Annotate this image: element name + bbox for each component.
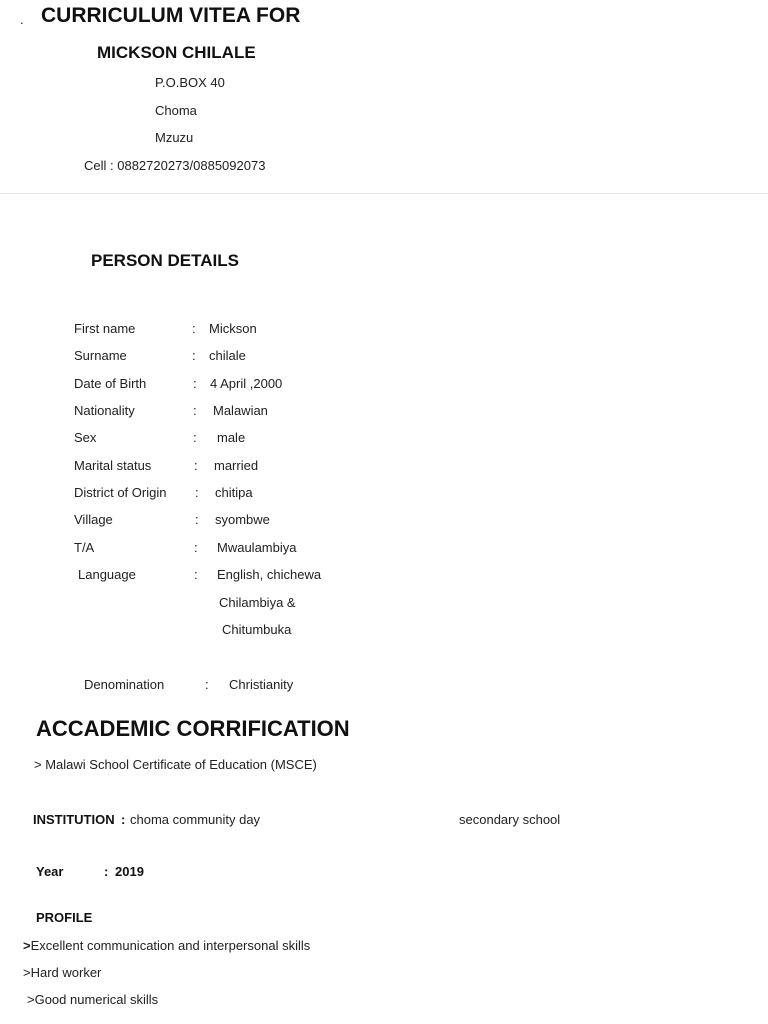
row-value-first-name: Mickson bbox=[209, 321, 257, 336]
profile-item-marker: > bbox=[27, 992, 35, 1007]
institution-value: choma community day bbox=[130, 812, 261, 827]
profile-item-marker: > bbox=[23, 938, 31, 953]
page-divider bbox=[0, 193, 768, 194]
row-separator: : bbox=[195, 512, 199, 527]
row-value-language: English, chichewa bbox=[217, 567, 322, 582]
profile-heading: PROFILE bbox=[36, 910, 93, 925]
row-separator: : bbox=[205, 677, 209, 692]
row-separator: : bbox=[194, 458, 198, 473]
candidate-name: MICKSON CHILALE bbox=[97, 43, 256, 62]
row-label-ta: T/A bbox=[74, 540, 95, 555]
row-value-date-of-birth: 4 April ,2000 bbox=[210, 376, 283, 391]
row-label-language: Language bbox=[78, 567, 136, 582]
profile-item bbox=[27, 993, 158, 1006]
row-value-surname: chilale bbox=[209, 348, 246, 363]
institution-separator: : bbox=[121, 812, 126, 827]
institution-value-cont: secondary school bbox=[459, 812, 561, 827]
row-separator: : bbox=[194, 540, 198, 555]
row-separator: : bbox=[195, 485, 199, 500]
cell-number: Cell : 0882720273/0885092073 bbox=[84, 158, 266, 173]
address-line-3: Mzuzu bbox=[155, 130, 194, 145]
academic-heading: ACCADEMIC CORRIFICATION bbox=[36, 716, 350, 741]
row-label-nationality: Nationality bbox=[74, 403, 135, 418]
page-title: CURRICULUM VITEA FOR bbox=[41, 4, 301, 27]
profile-item-text: Excellent communication and interpersonal skills bbox=[30, 938, 311, 953]
row-value-nationality: Malawian bbox=[213, 403, 268, 418]
header-bullet: . bbox=[20, 12, 24, 27]
row-label-first-name: First name bbox=[74, 321, 136, 336]
profile-item-marker: > bbox=[23, 965, 31, 980]
year-label: Year bbox=[36, 864, 64, 879]
row-separator: : bbox=[192, 321, 196, 336]
row-value-district-of-origin: chitipa bbox=[215, 485, 253, 500]
row-separator: : bbox=[193, 376, 197, 391]
row-separator: : bbox=[193, 403, 197, 418]
row-label-date-of-birth: Date of Birth bbox=[74, 376, 147, 391]
row-label-sex: Sex bbox=[74, 430, 97, 445]
row-value-language-cont-1: Chilambiya & bbox=[219, 595, 296, 610]
address-line-2: Choma bbox=[155, 103, 197, 118]
row-label-surname: Surname bbox=[74, 348, 127, 363]
profile-item-text: Good numerical skills bbox=[34, 992, 159, 1007]
institution-label: INSTITUTION bbox=[33, 812, 115, 827]
row-value-marital-status: married bbox=[214, 458, 259, 473]
row-value-denomination: Christianity bbox=[229, 677, 294, 692]
profile-item-text: Hard worker bbox=[30, 965, 102, 980]
year-separator: : bbox=[104, 864, 109, 879]
row-label-village: Village bbox=[74, 512, 113, 527]
certificate-item: > Malawi School Certificate of Education (MSCE) bbox=[34, 757, 317, 772]
row-value-language-cont-2: Chitumbuka bbox=[222, 622, 292, 637]
profile-item bbox=[23, 966, 101, 979]
row-value-village: syombwe bbox=[215, 512, 270, 527]
profile-item bbox=[23, 939, 310, 952]
year-value: 2019 bbox=[115, 864, 144, 879]
address-line-1: P.O.BOX 40 bbox=[155, 75, 225, 90]
person-details-heading: PERSON DETAILS bbox=[91, 251, 239, 270]
row-separator: : bbox=[194, 567, 198, 582]
row-label-marital-status: Marital status bbox=[74, 458, 152, 473]
row-separator: : bbox=[193, 430, 197, 445]
row-label-denomination: Denomination bbox=[84, 677, 165, 692]
row-value-sex: male bbox=[217, 430, 246, 445]
row-value-ta: Mwaulambiya bbox=[217, 540, 297, 555]
row-label-district-of-origin: District of Origin bbox=[74, 485, 167, 500]
row-separator: : bbox=[192, 348, 196, 363]
